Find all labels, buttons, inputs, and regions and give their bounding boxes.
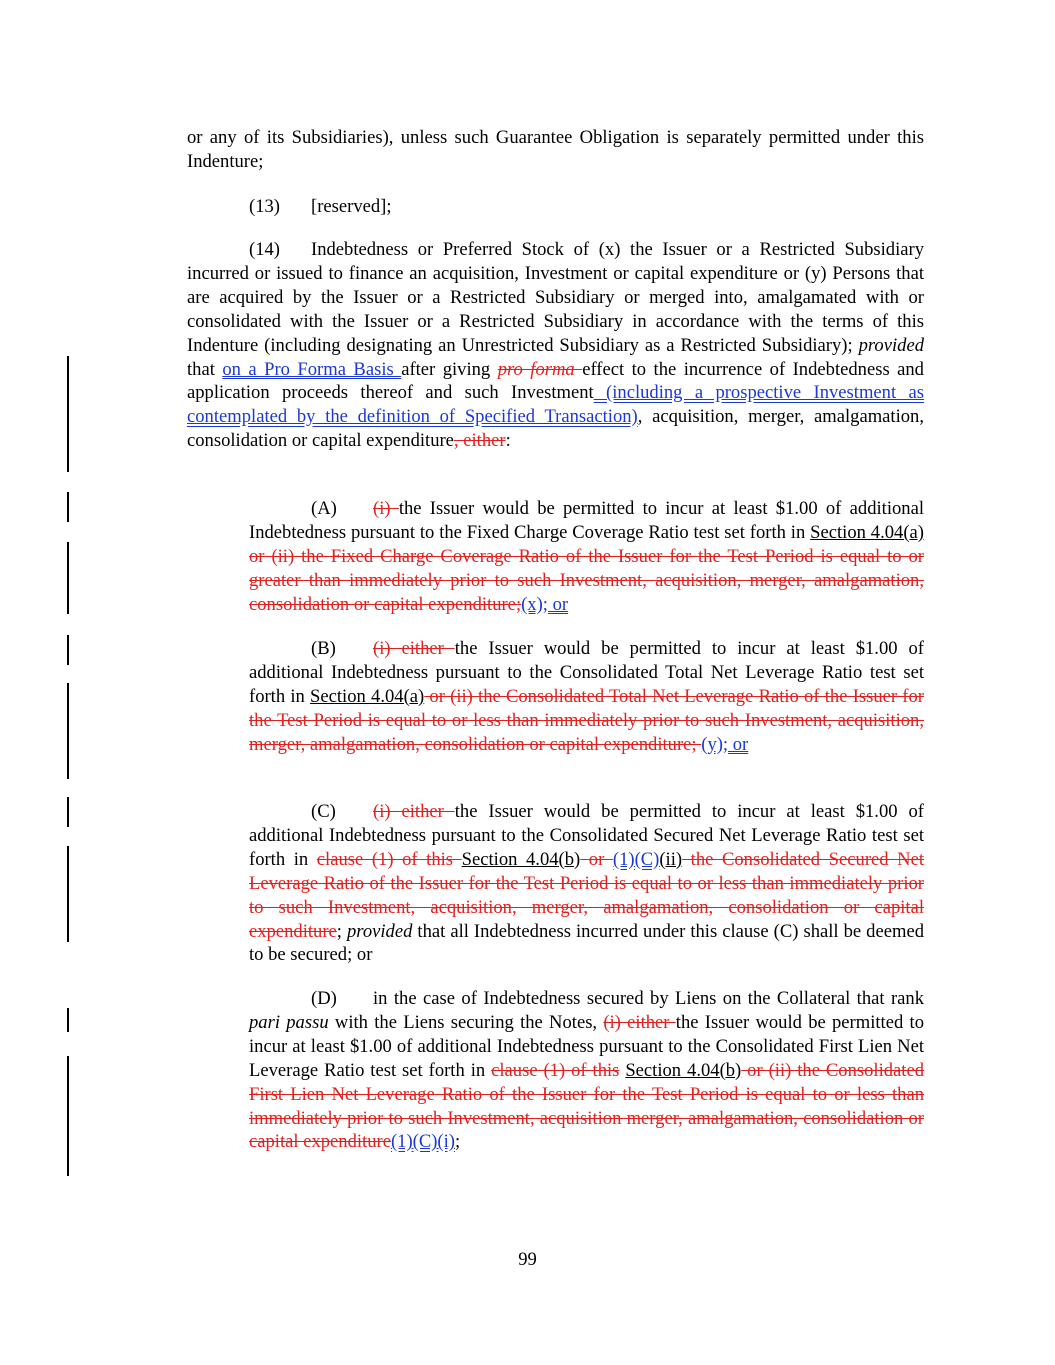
change-bar bbox=[67, 683, 69, 779]
page-number: 99 bbox=[518, 1249, 537, 1270]
item-14: (14) Indebtedness or Preferred Stock of (x) the Issuer or a Restricted Subsidiary incurred or issued to finance an acquisition, Investment or capital expenditure or (y) Persons that are acquired by the Issuer or a Restricted Subsidiary or merged into, amalgamated with or consolidated with the Issuer or a Restricted Subsidiary in accordance with the terms of this Indenture (including designating an Unrestricted Subsidiary as a Restricted Subsidiary); provided that on a Pro Forma Basis after giving pro forma effect to the incurrence of Indebtedness and application proceeds thereof and such Investment (including a prospective Investment as contemplated by the definition of Specified Transaction), acquisition, merger, amalgamation, consolidation or capital expenditure, either: bbox=[187, 239, 924, 452]
change-bar bbox=[67, 356, 69, 472]
sub-item-a: (A) (i) the Issuer would be permitted to incur at least $1.00 of additional Indebtedness pursuant to the Fixed Charge Coverage Ratio test set forth in Section 4.04(a) or (ii) the Fixed Charge Coverage Ratio of the Issuer for the Test Period is equal to or greater than immediately prior to such Investment, acquisition, merger, amalgamation, consolidation or capital expenditure;(x); or bbox=[249, 498, 924, 615]
deleted-text: clause (1) of this bbox=[316, 848, 462, 870]
inserted-text: (x); or bbox=[521, 593, 569, 615]
deleted-text: or bbox=[580, 848, 613, 870]
item-13-text: [reserved]; bbox=[311, 196, 392, 217]
change-bar bbox=[67, 797, 69, 827]
section-reference: Section 4.04(a) bbox=[810, 521, 924, 543]
section-reference: Section 4.04(b) bbox=[625, 1059, 742, 1081]
deleted-text: pro forma bbox=[497, 358, 583, 380]
sub-item-b: (B) (i) either the Issuer would be permitted to incur at least $1.00 of additional Indebtedness pursuant to the Consolidated Total Net Leverage Ratio test set forth in Section 4.04(a) or (ii) the Consolidated Total Net Leverage Ratio of the Issuer for the Test Period is equal to or less than immediately prior to such Investment, acquisition, merger, amalgamation, consolidation or capital expenditure; (y); or bbox=[249, 638, 924, 755]
deleted-text: or (ii) the Consolidated Total Net Leverage Ratio of the Issuer for the Test Period is equal to or less than immediately prior to such Investment, acquisition, merger, amalgamation, consolidation or capital expenditure; bbox=[249, 685, 924, 755]
sub-item-d: (D) in the case of Indebtedness secured by Liens on the Collateral that rank pari passu with the Liens securing the Notes, (i) either the Issuer would be permitted to incur at least $1.00 of additional Indebtedness pursuant to the Consolidated First Lien Net Leverage Ratio test set forth in clause (1) of this Section 4.04(b) or (ii) the Consolidated First Lien Net Leverage Ratio of the Issuer for the Test Period is equal to or less than immediately prior to such Investment, acquisition merger, amalgamation, consolidation or capital expenditure(1)(C)(i); bbox=[249, 988, 925, 1153]
deleted-text: the Consolidated Secured Net Leverage Ratio of the Issuer for the Test Period is equal to or less than immediately prior to such Investment, acquisition, merger, amalgamation, consolidation or capital expenditure bbox=[249, 848, 924, 942]
sub-item-a-label: (A) bbox=[311, 498, 337, 519]
deleted-text: (i) either bbox=[603, 1011, 676, 1033]
sub-item-c: (C) (i) either the Issuer would be permitted to incur at least $1.00 of additional Indebtedness pursuant to the Consolidated Secured Net Leverage Ratio test set forth in clause (1) of this Section 4.04(b) or (1)(C)(ii) the Consolidated Secured Net Leverage Ratio of the Issuer for the Test Period is equal to or less than immediately prior to such Investment, acquisition, merger, amalgamation, consolidation or capital expenditure; provided that all Indebtedness incurred under this clause (C) shall be deemed to be secured; or bbox=[249, 801, 925, 966]
change-bar bbox=[67, 635, 69, 665]
item-14-number: (14) bbox=[249, 239, 280, 260]
sub-item-b-label: (B) bbox=[311, 638, 336, 659]
sub-item-d-label: (D) bbox=[311, 988, 337, 1009]
deleted-text: clause (1) of this bbox=[491, 1059, 620, 1081]
deleted-text: (i) either bbox=[373, 801, 455, 822]
sub-item-c-label: (C) bbox=[311, 801, 336, 822]
item-13 bbox=[187, 195, 924, 219]
change-bar bbox=[67, 542, 69, 614]
change-bar bbox=[67, 1008, 69, 1032]
deleted-text: , either bbox=[453, 430, 506, 452]
item-13-number: (13) bbox=[249, 196, 280, 217]
intro-paragraph: or any of its Subsidiaries), unless such Guarantee Obligation is separately permitted under this Indenture; bbox=[187, 127, 924, 172]
deleted-text: (i) either bbox=[373, 638, 455, 659]
inserted-text: (y); or bbox=[701, 733, 749, 755]
change-bar bbox=[67, 846, 69, 942]
deleted-text: or (ii) the Fixed Charge Coverage Ratio of the Issuer for the Test Period is equal to or greater than immediately prior to such Investment, acquisition, merger, amalgamation, consolidation or capital expenditure; bbox=[249, 545, 924, 615]
change-bar bbox=[67, 492, 69, 522]
change-bar bbox=[67, 1056, 69, 1176]
inserted-text: (1)(C) bbox=[612, 848, 660, 870]
section-reference: Section 4.04(b) bbox=[461, 848, 581, 870]
inserted-text: on a Pro Forma Basis bbox=[222, 358, 402, 380]
inserted-text: (including a prospective Investment as contemplated by the definition of Specified Transaction) bbox=[187, 382, 924, 428]
deleted-text: (i) bbox=[373, 498, 399, 519]
deleted-text: or (ii) the Consolidated First Lien Net Leverage Ratio of the Issuer for the Test Period is equal to or less than immediately prior to such Investment, acquisition merger, amalgamation, consolidation or capital expenditure bbox=[249, 1059, 925, 1153]
inserted-text: (1)(C)(i) bbox=[390, 1131, 455, 1153]
section-reference: (ii) bbox=[659, 848, 683, 870]
section-reference: Section 4.04(a) bbox=[310, 685, 425, 707]
